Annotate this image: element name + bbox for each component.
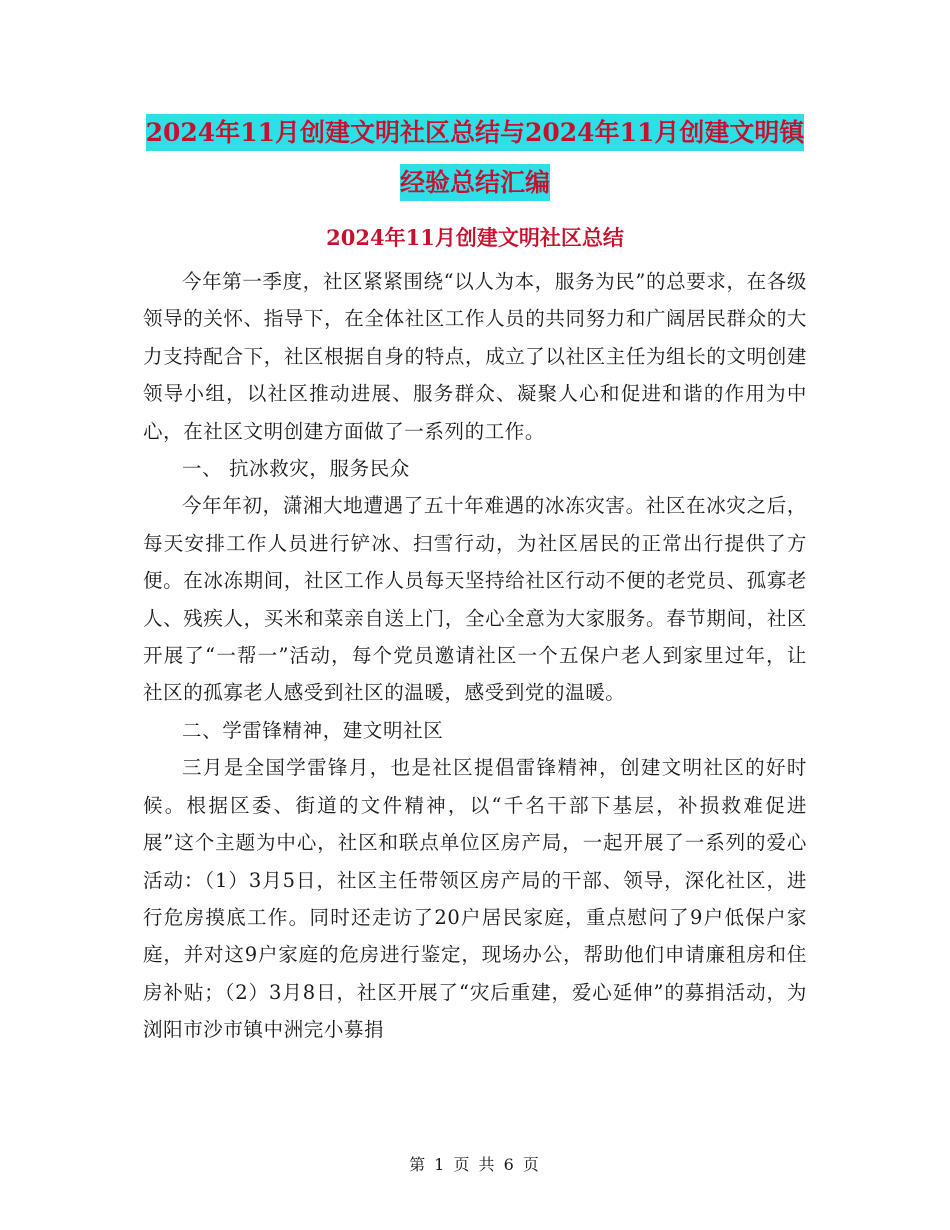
section-title: 2024年11月创建文明社区总结 — [326, 225, 624, 250]
paragraph-lei-feng: 三月是全国学雷锋月，也是社区提倡雷锋精神，创建文明社区的好时候。根据区委、街道的文件精神，以“千名干部下基层，补损救难促进展”这个主题为中心，社区和联点单位区房产局，一起开展了一系列的爱心活动：（1）3月5日，社区主任带领区房产局的干部、领导，深化社区，进行危房摸底工作。同时还走访了20户居民家庭，重点慰问了9户低保户家庭，并对这9户家庭的危房进行鉴定，现场办公，帮助他们申请廉租房和住房补贴；（2）3月8日，社区开展了“灾后重建，爱心延伸”的募捐活动，为浏阳市沙市镇中洲完小募捐 — [143, 756, 807, 1042]
document-title-highlight: 2024年11月创建文明社区总结与2024年11月创建文明镇经验总结汇编 — [146, 114, 805, 201]
document-title — [140, 108, 810, 208]
section-heading-2: 二、学雷锋精神，建文明社区 — [182, 718, 444, 742]
document-body — [143, 263, 807, 1049]
paragraph-ice-relief: 今年年初，潇湘大地遭遇了五十年难遇的冰冻灾害。社区在冰灾之后，每天安排工作人员进行铲冰、扫雪行动，为社区居民的正常出行提供了方便。在冰冻期间，社区工作人员每天坚持给社区行动不便的老党员、孤寡老人、残疾人，买米和菜亲自送上门，全心全意为大家服务。春节期间，社区开展了“一帮一”活动，每个党员邀请社区一个五保户老人到家里过年，让社区的孤寡老人感受到社区的温暖，感受到党的温暖。 — [143, 494, 807, 705]
page-number-footer: 第 1 页 共 6 页 — [409, 1155, 541, 1174]
paragraph-intro: 今年第一季度，社区紧紧围绕“以人为本，服务为民”的总要求，在各级领导的关怀、指导下，在全体社区工作人员的共同努力和广阔居民群众的大力支持配合下，社区根据自身的特点，成立了以社区主任为组长的文明创建领导小组，以社区推动进展、服务群众、凝聚人心和促进和谐的作用为中心，在社区文明创建方面做了一系列的工作。 — [143, 270, 807, 443]
section-heading-1: 一、 抗冰救灾，服务民众 — [182, 457, 410, 481]
